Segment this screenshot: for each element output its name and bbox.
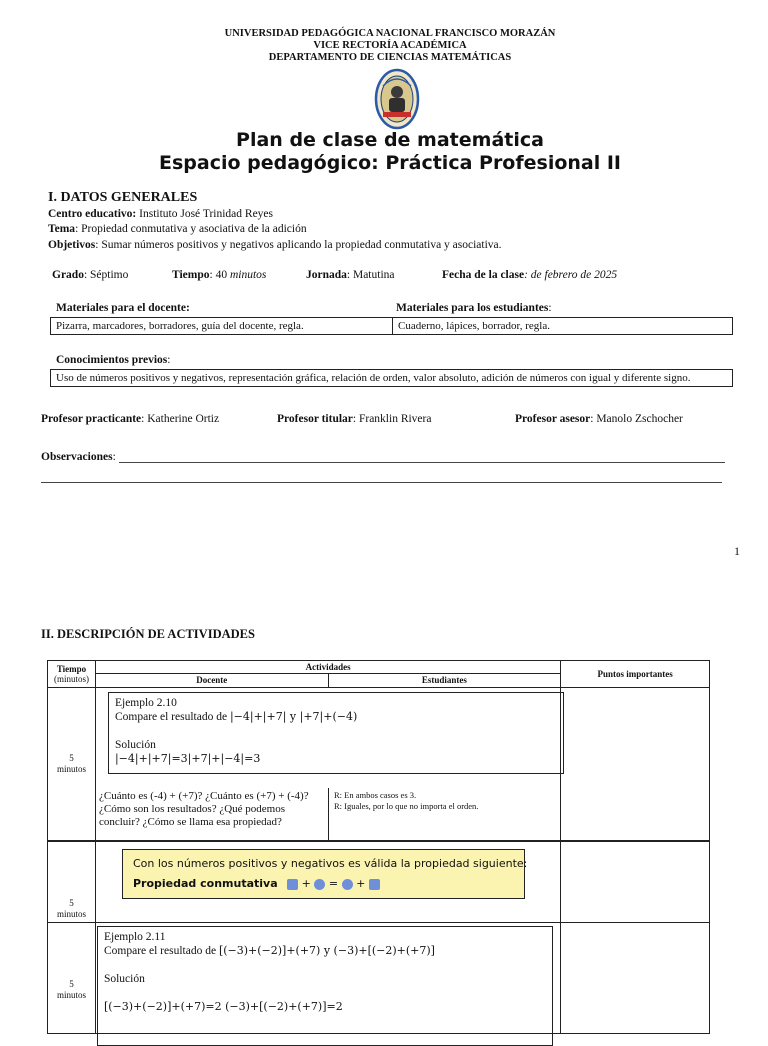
grado-field [52,268,128,283]
observaciones-colon: : [112,451,116,463]
fecha-label: Fecha de la clase [442,269,525,281]
page-title: Plan de clase de matemática [236,129,544,151]
grado-label: Grado [52,269,84,281]
tiempo-unit: minutos [229,269,267,281]
table-row [48,688,710,842]
ejemplo-2-10-title: Ejemplo 2.10 [114,697,177,709]
materiales-table [50,317,733,335]
observaciones-label-line [41,450,116,465]
row1-puntos [561,688,710,842]
row2-puntos [561,841,710,923]
prof-tit-value: : Franklin Rivera [352,413,432,425]
observaciones-line-2 [41,482,722,483]
prof-prac-label: Profesor practicante [41,413,142,425]
university-name: UNIVERSIDAD PEDAGÓGICA NACIONAL FRANCISCO MORAZÁN [224,28,556,39]
row3-time [48,923,96,1034]
observaciones-line-1 [119,462,725,463]
col-estudiantes-header: Estudiantes [328,673,561,687]
fecha-field [442,268,617,283]
ejemplo-2-10-sol-expr: |−4|+|+7|=3|+7|+|−4|=3 [114,752,261,765]
section-heading-datos: I. DATOS GENERALES [48,190,198,205]
page-number: 1 [734,544,740,558]
prof-prac-value: : Katherine Ortiz [141,413,220,425]
actividades-table [47,660,710,1034]
vice-rectoria: VICE RECTORÍA ACADÉMICA [313,40,467,51]
row1-preguntas [99,790,309,829]
section-heading-actividades: II. DESCRIPCIÓN DE ACTIVIDADES [41,627,255,641]
row1-time-unit: minutos [56,764,86,774]
tema-value: : Propiedad conmutativa y asociativa de la adición [75,223,307,235]
equals-sign: = [328,877,339,890]
conocimientos-colon: : [167,354,171,366]
circle-shape-icon [314,879,325,890]
materiales-estudiantes-colon: : [548,302,552,314]
banner-prop-label: Propiedad conmutativa [132,877,278,890]
plus-sign: + [356,877,366,890]
prof-ase-value: : Manolo Zschocher [590,413,683,425]
tiempo-value: : 40 [209,269,230,281]
profesor-titular [277,412,431,427]
materiales-estudiantes-label: Materiales para los estudiantes [396,302,549,314]
department-name: DEPARTAMENTO DE CIENCIAS MATEMÁTICAS [268,52,512,63]
row3-puntos [561,923,710,1034]
ejemplo-2-10-solucion: Solución [114,739,156,751]
materiales-estudiantes-header [396,301,552,316]
pregunta-3: concluir? ¿Cómo se llama esa propiedad? [98,816,282,828]
row3-time-value: 5 [69,979,74,989]
ejemplo-2-11-solucion: Solución [103,973,145,985]
ejemplo-2-10-compare: Compare el resultado de |−4|+|+7| y |+7|+(−4) [114,710,358,723]
conocimientos-value: Uso de números positivos y negativos, representación gráfica, relación de orden, valor absoluto, adición de números con igual y diferente signo. [56,372,691,384]
ejemplo-2-11-compare: Compare el resultado de [(−3)+(−2)]+(+7) y (−3)+[(−2)+(+7)] [103,944,435,957]
pregunta-1: ¿Cuánto es (-4) + (+7)? ¿Cuánto es (+7) + (-4)? [98,790,309,802]
prof-tit-label: Profesor titular [277,413,353,425]
pregunta-2: ¿Cómo son los resultados? ¿Qué podemos [98,803,286,815]
col-puntos-header: Puntos importantes [561,661,710,688]
square-shape-icon [287,879,298,890]
col-tiempo-sub: (minutos) [53,674,89,684]
tiempo-label: Tiempo [172,269,210,281]
profesor-asesor [515,412,683,427]
ejemplo-2-10-expr: |−4|+|+7| y |+7|+(−4) [229,710,358,723]
row3-time-unit: minutos [56,990,86,1000]
row1-activities [95,688,560,842]
tema-line [48,222,307,237]
col-actividades-header: Actividades [95,661,560,674]
materiales-docente-label: Materiales para el docente: [56,302,190,314]
square-shape-icon [369,879,380,890]
profesor-practicante [41,412,219,427]
respuesta-1: R: En ambos casos es 3. [333,790,417,800]
row1-respuestas [334,790,478,812]
tiempo-field [172,268,266,283]
fecha-value: : de febrero de 2025 [524,269,618,281]
ejemplo-2-10-box [108,692,564,774]
col-tiempo-label: Tiempo [56,664,87,674]
row3-activities [95,923,560,1034]
centro-label: Centro educativo: [48,208,137,220]
propiedad-conmutativa-banner [122,849,528,899]
row2-time-unit: minutos [56,909,86,919]
objetivos-line [48,238,502,253]
jornada-field [306,268,395,283]
ejemplo-2-11-sol-expr: [(−3)+(−2)]+(+7)=2 (−3)+[(−2)+(+7)]=2 [103,1000,343,1013]
objetivos-label: Objetivos [48,239,96,251]
jornada-value: : Matutina [346,269,395,281]
row1-time-value: 5 [69,753,74,763]
centro-line [48,207,273,222]
grado-value: : Séptimo [83,269,129,281]
conocimientos-label: Conocimientos previos [56,354,168,366]
row2-time-value: 5 [69,898,74,908]
col-docente-header: Docente [95,673,328,687]
tema-label: Tema [48,223,76,235]
ejemplo-2-11-title: Ejemplo 2.11 [103,931,166,943]
table-row [48,923,710,1034]
ejemplo-2-11-expr: [(−3)+(−2)]+(+7) y (−3)+[(−2)+(+7)] [218,944,435,957]
row1-divider [328,788,329,840]
objetivos-value: : Sumar números positivos y negativos aplicando la propiedad conmutativa y asociativa. [95,239,502,251]
col-tiempo-header [48,661,96,688]
materiales-docente-value: Pizarra, marcadores, borradores, guía del docente, regla. [51,318,393,334]
conocimientos-box [50,369,733,387]
banner-formula-line [133,874,514,894]
jornada-label: Jornada [306,269,347,281]
centro-value: Instituto José Trinidad Reyes [139,208,273,220]
plus-sign: + [301,877,311,890]
banner-text: Con los números positivos y negativos es válida la propiedad siguiente: [132,857,528,870]
row2-activities [95,841,560,923]
page-subtitle: Espacio pedagógico: Práctica Profesional II [158,152,622,174]
circle-shape-icon [342,879,353,890]
materiales-estudiantes-value: Cuaderno, lápices, borrador, regla. [398,320,550,332]
row1-time [48,688,96,842]
conocimientos-header [56,353,170,368]
respuesta-2: R: Iguales, por lo que no importa el orden. [333,801,479,811]
university-seal-logo [374,68,420,130]
observaciones-label: Observaciones [41,451,113,463]
table-row [48,841,710,923]
ejemplo-2-11-box [97,926,553,1046]
prof-ase-label: Profesor asesor [515,413,591,425]
row2-time [48,841,96,923]
